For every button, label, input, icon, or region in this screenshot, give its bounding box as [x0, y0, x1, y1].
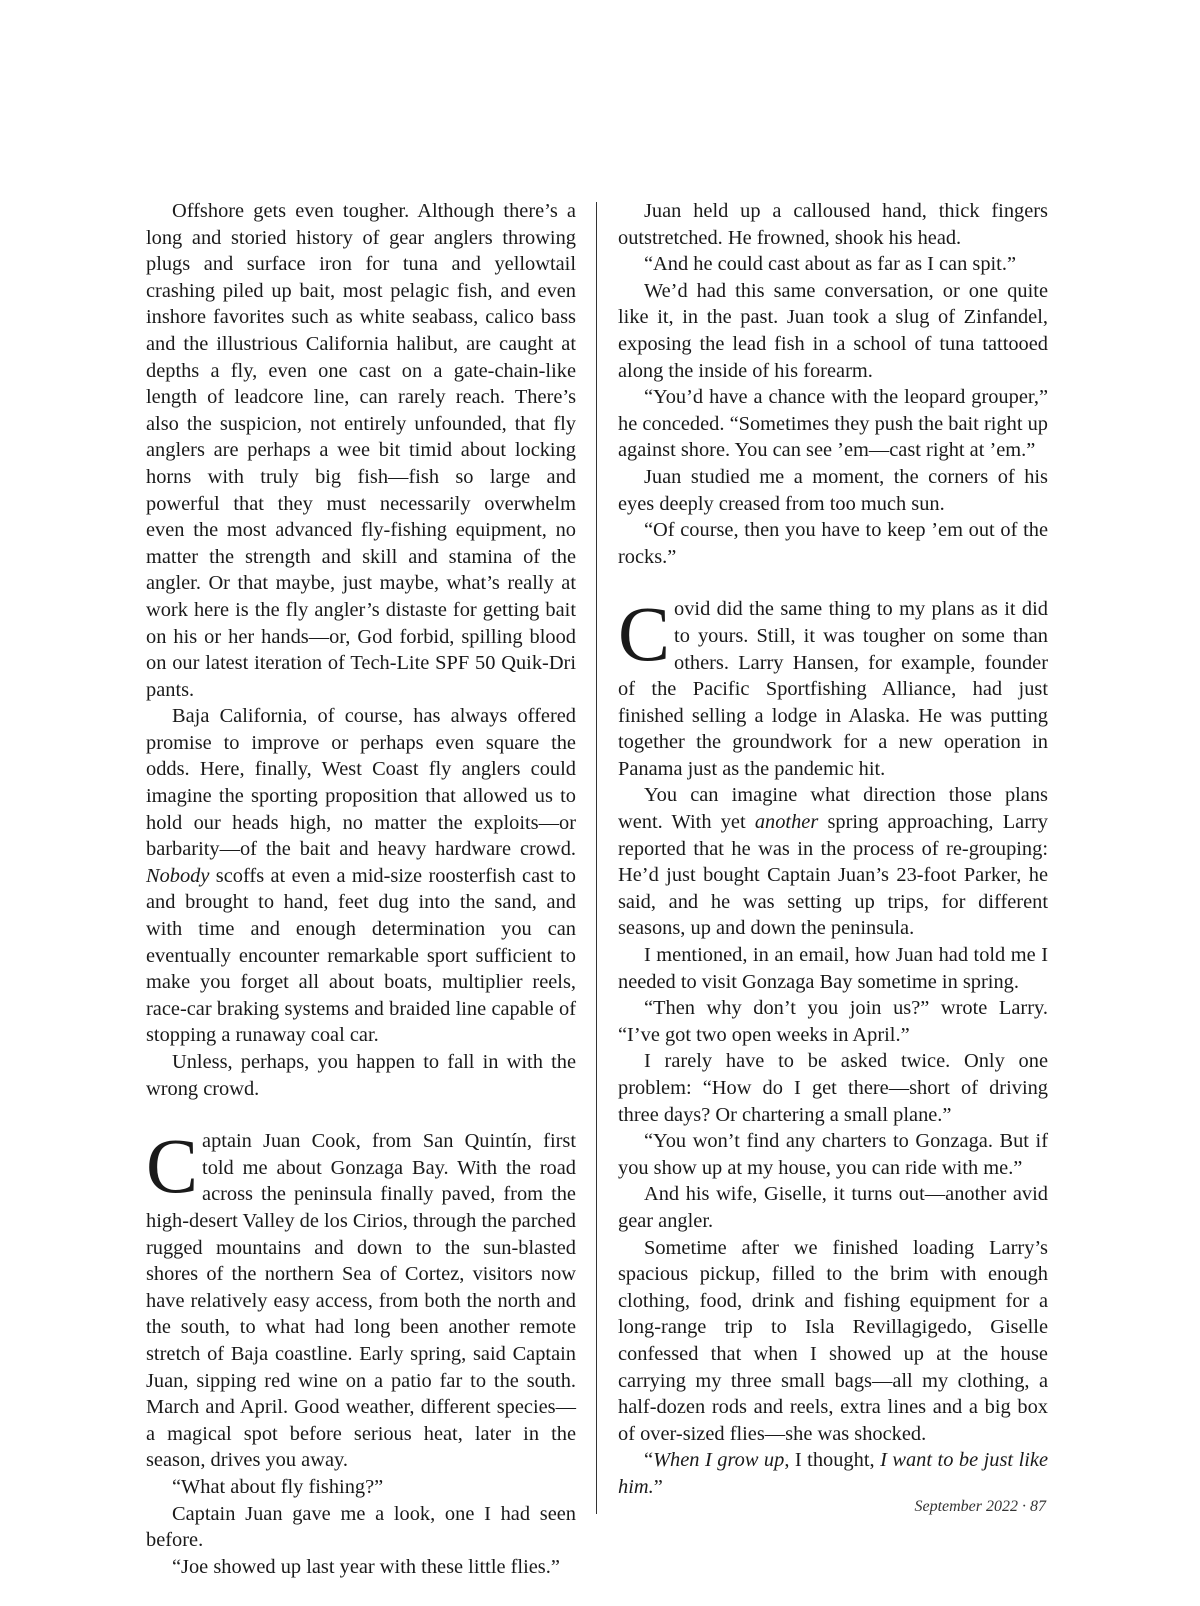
paragraph	[618, 1447, 1048, 1500]
left-column	[146, 198, 576, 1580]
paragraph-text: ovid did the same thing to my plans as it did to yours. Still, it was tougher on some than others. Larry Hansen, for example, founder of the Pacific Sportfishing Alliance, had just finished selling a lodge in Alaska. He was putting together the groundwork for a new operation in Panama just as the pandemic hit.	[618, 598, 1048, 780]
paragraph: “You’d have a chance with the leopard grouper,” he conceded. “Sometimes they push the bait right up against shore. You can see ’em—cast right at ’em.”	[618, 386, 1048, 462]
paragraph: “Joe showed up last year with these little flies.”	[172, 1555, 560, 1578]
paragraph: Juan held up a calloused hand, thick fingers outstretched. He frowned, shook his head.	[618, 200, 1048, 249]
paragraph: “And he could cast about as far as I can spit.”	[644, 253, 1016, 276]
emphasis: Nobody	[146, 864, 210, 887]
quote-mark: ”	[653, 1475, 663, 1498]
drop-cap: C	[146, 1122, 199, 1210]
quote-mark: “	[644, 1449, 654, 1472]
paragraph: And his wife, Giselle, it turns out—another avid gear angler.	[618, 1183, 1048, 1232]
drop-cap: C	[618, 590, 671, 678]
section-opening-paragraph	[618, 590, 1048, 782]
paragraph: Juan studied me a moment, the corners of his eyes deeply creased from too much sun.	[618, 465, 1048, 515]
paragraph-text: aptain Juan Cook, from San Quintín, first told me about Gonzaga Bay. With the road across the peninsula finally paved, from the high-desert Valley de los Cirios, through the parched rugged mountains and down to the sun-blasted shores of the northern Sea of Cortez, visitors now have relatively easy access, from both the north and the south, to what had long been another remote stretch of Baja coastline. Early spring, said Captain Juan, sipping red wine on a patio far to the south. March and April. Good weather, different species—a magical spot before serious heat, later in the season, drives you away.	[146, 1130, 576, 1472]
paragraph: I mentioned, in an email, how Juan had told me I needed to visit Gonzaga Bay sometime in spring.	[618, 944, 1048, 993]
paragraph: Captain Juan gave me a look, one I had seen before.	[146, 1502, 576, 1552]
paragraph-text: Baja California, of course, has always offered promise to improve or perhaps even square the odds. Here, finally, West Coast fly anglers could imagine the sporting proposition that allowed us to hold our heads high, no matter the exploits—or barbarity—of the bait and heavy hardware crowd.	[146, 705, 576, 861]
paragraph: We’d had this same conversation, or one quite like it, in the past. Juan took a slug of Zinfandel, exposing the lead fish in a school of tuna tattooed along the inside of his forearm.	[618, 279, 1048, 382]
paragraph-text: You can imagine what direction those plans went. With yet	[618, 784, 1048, 834]
right-column	[618, 198, 1048, 1501]
paragraph: “Of course, then you have to keep ’em out of the rocks.”	[618, 519, 1048, 568]
paragraph	[618, 782, 1048, 942]
paragraph: “You won’t find any charters to Gonzaga. But if you show up at my house, you can ride with me.”	[618, 1130, 1048, 1179]
paragraph-text: scoffs at even a mid-size roosterfish cast to and brought to hand, feet dug into the sand, and with time and enough determination you can eventually encounter remarkable sport sufficient to make you forget all about boats, multiplier reels, race-car braking systems and braided line capable of stopping a runaway coal car.	[146, 864, 576, 1047]
section-opening-paragraph	[146, 1122, 576, 1474]
emphasis: I want to be just like him.	[618, 1449, 1048, 1498]
paragraph: “Then why don’t you join us?” wrote Larry. “I’ve got two open weeks in April.”	[618, 997, 1048, 1046]
emphasis: another	[754, 811, 819, 834]
paragraph-text: spring approaching, Larry reported that he was in the process of re-grouping: He’d just bought Captain Juan’s 23-foot Parker, he said, and he was setting up trips, for different seasons, up and down the peninsula.	[618, 811, 1048, 940]
emphasis: When I grow up	[653, 1449, 785, 1472]
paragraph: Sometime after we finished loading Larry’s spacious pickup, filled to the brim with enough clothing, food, drink and fishing equipment for a long-range trip to Isla Revillagigedo, Giselle confessed that when I showed up at the house carrying my three small bags—all my clothing, a half-dozen rods and reels, extra lines and a big box of over-sized flies—she was shocked.	[618, 1236, 1048, 1445]
paragraph: I rarely have to be asked twice. Only one problem: “How do I get there—short of driving three days? Or chartering a small plane.”	[618, 1050, 1048, 1126]
paragraph: Unless, perhaps, you happen to fall in with the wrong crowd.	[146, 1051, 576, 1100]
paragraph: Offshore gets even tougher. Although there’s a long and storied history of gear anglers throwing plugs and surface iron for tuna and yellowtail crashing piled up bait, most pelagic fish, and even inshore favorites such as white seabass, calico bass and the illustrious California halibut, are caught at depths a fly, even one cast on a gate-chain-like length of leadcore line, can rarely reach. There’s also the suspicion, not entirely unfounded, that fly anglers are perhaps a wee bit timid about locking horns with truly big fish—fish so large and powerful that they must necessarily overwhelm even the most advanced fly-fishing equipment, no matter the strength and skill and stamina of the angler. Or that maybe, just maybe, what’s really at work here is the fly angler’s distaste for getting bait on his or her hands—or, God forbid, spilling blood on our latest iteration of Tech-Lite SPF 50 Quik-Dri pants.	[146, 200, 576, 701]
paragraph	[146, 703, 576, 1049]
page-folio: September 2022 · 87	[914, 1498, 1046, 1515]
paragraph: “What about fly fishing?”	[172, 1475, 384, 1498]
paragraph-text: , I thought,	[784, 1449, 881, 1472]
column-divider	[596, 202, 597, 1514]
